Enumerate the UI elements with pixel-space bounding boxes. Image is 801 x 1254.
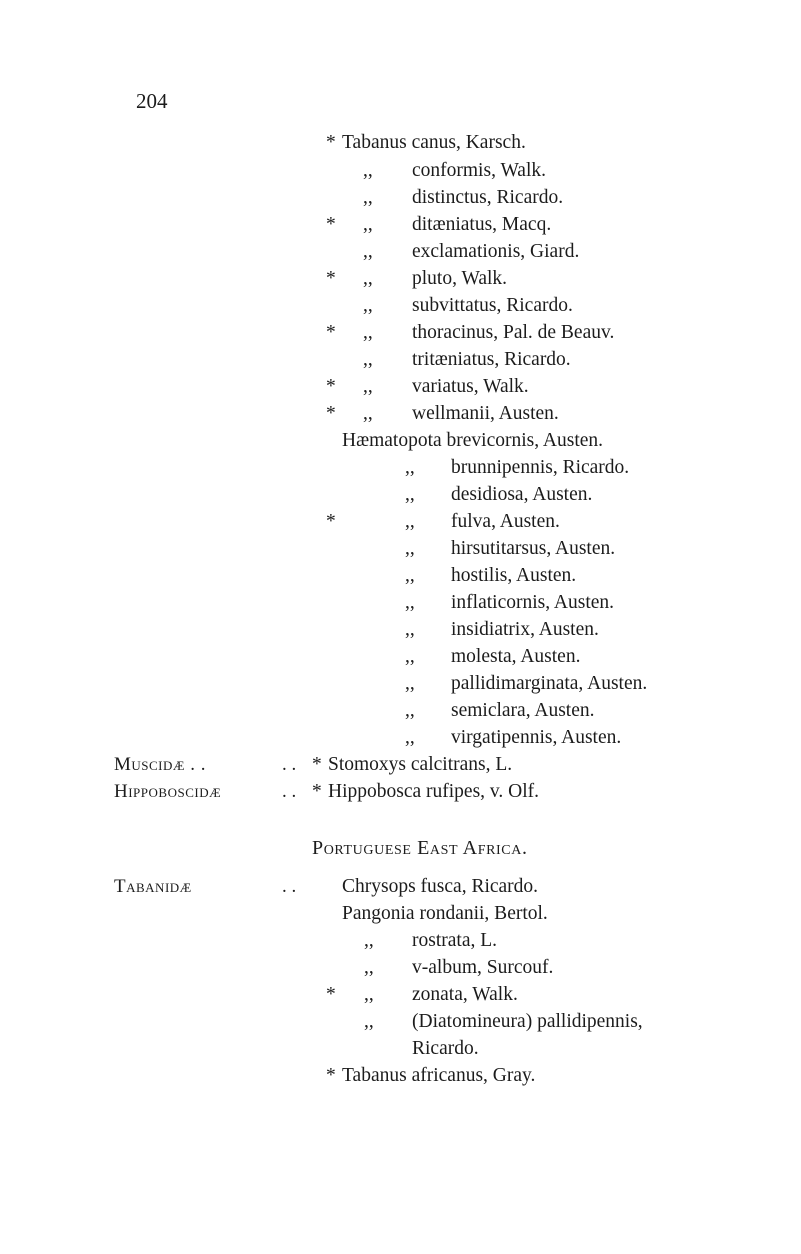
ditto-mark: ,,: [405, 592, 415, 613]
species-entry: thoracinus, Pal. de Beauv.: [412, 322, 615, 343]
species-entry: brunnipennis, Ricardo.: [451, 457, 630, 478]
species-entry: wellmanii, Austen.: [412, 403, 559, 424]
ditto-mark: ,,: [405, 673, 415, 694]
species-entry: virgatipennis, Austen.: [451, 727, 622, 748]
ditto-mark: ,,: [363, 322, 373, 343]
ditto-mark: ,,: [405, 727, 415, 748]
ditto-mark: ,,: [405, 511, 415, 532]
species-entry: inflaticornis, Austen.: [451, 592, 615, 613]
species-entry: molesta, Austen.: [451, 646, 581, 667]
ditto-mark: ,,: [363, 241, 373, 262]
genus-entry-pangonia: Pangonia rondanii, Bertol.: [342, 903, 548, 924]
species-entry: rostrata, L.: [412, 930, 498, 951]
species-entry: fulva, Austen.: [451, 511, 560, 532]
asterisk-mark: *: [326, 1065, 336, 1086]
leader-dots: . .: [282, 781, 297, 802]
species-entry: v-album, Surcouf.: [412, 957, 554, 978]
ditto-mark: ,,: [363, 376, 373, 397]
ditto-mark: ,,: [405, 484, 415, 505]
species-entry: hostilis, Austen.: [451, 565, 577, 586]
species-entry: ditæniatus, Macq.: [412, 214, 552, 235]
ditto-mark: ,,: [364, 984, 374, 1005]
species-entry: semiclara, Austen.: [451, 700, 595, 721]
species-entry: pluto, Walk.: [412, 268, 508, 289]
asterisk-mark: *: [326, 984, 336, 1005]
species-entry: hirsutitarsus, Austen.: [451, 538, 616, 559]
genus-entry-chrysops: Chrysops fusca, Ricardo.: [342, 876, 539, 897]
species-entry: insidiatrix, Austen.: [451, 619, 599, 640]
asterisk-mark: *: [326, 511, 336, 532]
asterisk-mark: *: [326, 322, 336, 343]
asterisk-mark: *: [326, 132, 336, 153]
region-heading: Portuguese East Africa.: [312, 837, 528, 859]
asterisk-mark: *: [326, 403, 336, 424]
genus-entry-haematopota: Hæmatopota brevicornis, Austen.: [342, 430, 604, 451]
ditto-mark: ,,: [363, 268, 373, 289]
species-entry: variatus, Walk.: [412, 376, 529, 397]
family-label-hippoboscidae: Hippoboscidæ: [114, 781, 222, 802]
species-entry: desidiosa, Austen.: [451, 484, 593, 505]
leader-dots: . .: [282, 876, 297, 897]
ditto-mark: ,,: [405, 457, 415, 478]
genus-entry-tabanus: Tabanus africanus, Gray.: [342, 1065, 536, 1086]
asterisk-mark: *: [312, 781, 322, 802]
family-label-tabanidae: Tabanidæ: [114, 876, 192, 897]
ditto-mark: ,,: [363, 295, 373, 316]
species-entry-stomoxys: Stomoxys calcitrans, L.: [328, 754, 513, 775]
asterisk-mark: *: [326, 376, 336, 397]
species-entry-continuation: Ricardo.: [412, 1038, 479, 1059]
asterisk-mark: *: [326, 214, 336, 235]
species-entry: distinctus, Ricardo.: [412, 187, 564, 208]
species-entry: zonata, Walk.: [412, 984, 518, 1005]
leader-dots: . .: [282, 754, 297, 775]
page-number: 204: [136, 89, 168, 113]
genus-entry-tabanus: Tabanus canus, Karsch.: [342, 132, 526, 153]
ditto-mark: ,,: [405, 646, 415, 667]
asterisk-mark: *: [312, 754, 322, 775]
species-entry: (Diatomineura) pallidipennis,: [412, 1011, 643, 1032]
family-label-muscidae: Muscidæ . .: [114, 754, 206, 775]
species-entry: exclamationis, Giard.: [412, 241, 580, 262]
ditto-mark: ,,: [405, 619, 415, 640]
ditto-mark: ,,: [363, 214, 373, 235]
ditto-mark: ,,: [363, 403, 373, 424]
ditto-mark: ,,: [405, 700, 415, 721]
ditto-mark: ,,: [363, 160, 373, 181]
ditto-mark: ,,: [364, 957, 374, 978]
ditto-mark: ,,: [405, 565, 415, 586]
species-entry: subvittatus, Ricardo.: [412, 295, 573, 316]
ditto-mark: ,,: [405, 538, 415, 559]
ditto-mark: ,,: [363, 187, 373, 208]
asterisk-mark: *: [326, 268, 336, 289]
species-entry: tritæniatus, Ricardo.: [412, 349, 571, 370]
ditto-mark: ,,: [363, 349, 373, 370]
species-entry: conformis, Walk.: [412, 160, 547, 181]
species-entry: pallidimarginata, Austen.: [451, 673, 648, 694]
species-entry-hippobosca: Hippobosca rufipes, v. Olf.: [328, 781, 540, 802]
ditto-mark: ,,: [364, 1011, 374, 1032]
ditto-mark: ,,: [364, 930, 374, 951]
